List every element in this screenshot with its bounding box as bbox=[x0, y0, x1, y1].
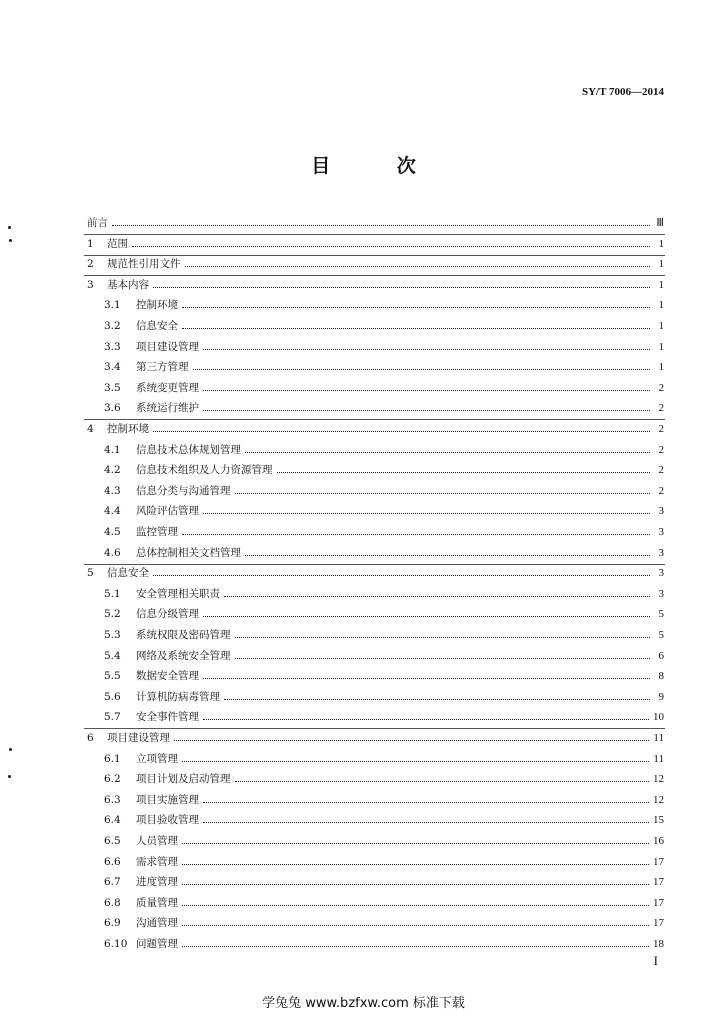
toc-dot-leader bbox=[235, 636, 651, 638]
toc-entry-title: 人员管理 bbox=[136, 835, 178, 847]
toc-entry-page: 1 bbox=[658, 340, 664, 353]
toc-entry-page: 8 bbox=[658, 670, 664, 683]
toc-entry-page: 2 bbox=[658, 484, 664, 497]
toc-dot-leader bbox=[153, 574, 650, 576]
toc-entry-number: 5.6 bbox=[104, 690, 121, 703]
toc-entry-number: 6.8 bbox=[104, 896, 121, 909]
toc-entry-number: 2 bbox=[87, 258, 94, 271]
toc-entry-page: 17 bbox=[653, 917, 664, 930]
toc-dot-leader bbox=[182, 945, 649, 947]
toc-entry-number: 5.2 bbox=[104, 608, 121, 621]
toc-entry bbox=[87, 276, 664, 294]
toc-entry bbox=[104, 647, 664, 665]
toc-entry-page: 3 bbox=[658, 587, 664, 600]
toc-entry-title: 立项管理 bbox=[136, 752, 178, 765]
toc-dot-leader bbox=[185, 265, 651, 267]
toc-entry-number: 6.9 bbox=[104, 917, 121, 930]
toc-entry-page: 2 bbox=[658, 423, 664, 435]
toc-entry bbox=[104, 544, 664, 562]
toc-entry-number: 1 bbox=[87, 237, 94, 250]
toc-entry-number: 6.10 bbox=[104, 938, 128, 950]
toc-dot-leader bbox=[245, 554, 650, 556]
toc-entry-number: 6 bbox=[87, 732, 94, 744]
toc-entry bbox=[104, 605, 664, 623]
toc-entry-title: 问题管理 bbox=[136, 938, 178, 950]
toc-entry-title: 控制环境 bbox=[136, 299, 178, 312]
toc-entry-page: 17 bbox=[653, 855, 664, 868]
toc-dot-leader bbox=[153, 430, 650, 432]
toc-entry bbox=[104, 708, 664, 726]
toc-entry-number: 5.3 bbox=[104, 629, 121, 641]
toc-entry-page: 17 bbox=[653, 876, 664, 889]
toc-entry-page: 6 bbox=[658, 649, 664, 662]
toc-entry-title: 监控管理 bbox=[136, 526, 178, 538]
toc-entry-page: 3 bbox=[658, 567, 664, 580]
toc-entry bbox=[104, 338, 664, 356]
toc-entry bbox=[104, 770, 664, 788]
toc-entry bbox=[104, 667, 664, 685]
toc-dot-leader bbox=[112, 224, 650, 226]
toc-dot-leader bbox=[224, 698, 650, 700]
footer-watermark-text: 学兔兔 www.bzfxw.com 标准下载 bbox=[262, 996, 465, 1011]
toc-dot-leader bbox=[235, 780, 650, 782]
toc-entry-page: 16 bbox=[653, 835, 664, 847]
toc-entry bbox=[104, 585, 664, 603]
toc-dot-leader bbox=[203, 718, 649, 720]
toc-entry-page: 12 bbox=[653, 793, 664, 806]
toc-entry-number: 3.2 bbox=[104, 320, 121, 332]
toc-entry-number: 4.6 bbox=[104, 546, 121, 559]
toc-entry-title: 系统变更管理 bbox=[136, 381, 199, 394]
toc-entry-number: 4.3 bbox=[104, 484, 121, 497]
toc-entry-number: 4.4 bbox=[104, 505, 121, 518]
toc-entry-title: 计算机防病毒管理 bbox=[136, 690, 220, 703]
toc-dot-leader bbox=[182, 327, 650, 329]
scan-speck-mark bbox=[8, 775, 11, 778]
page-title: 目 次 bbox=[311, 155, 446, 177]
toc-dot-leader bbox=[174, 739, 649, 741]
toc-dot-leader bbox=[182, 924, 649, 926]
toc-dot-leader bbox=[182, 883, 649, 885]
toc-entry bbox=[104, 482, 664, 500]
toc-entry bbox=[104, 523, 664, 541]
toc-entry-number: 6.4 bbox=[104, 814, 121, 827]
toc-entry-title: 安全管理相关职责 bbox=[136, 587, 220, 600]
toc-entry-title: 沟通管理 bbox=[136, 917, 178, 930]
toc-dot-leader bbox=[235, 492, 651, 494]
toc-entry-title: 范围 bbox=[107, 237, 128, 250]
toc-entry-page: 3 bbox=[658, 505, 664, 518]
toc-entry bbox=[104, 832, 664, 850]
toc-entry-number: 6.1 bbox=[104, 752, 121, 765]
toc-entry-number: 3.6 bbox=[104, 402, 121, 415]
toc-entry-title: 风险评估管理 bbox=[136, 505, 199, 518]
toc-entry bbox=[104, 296, 664, 314]
toc-dot-leader bbox=[182, 533, 650, 535]
toc-entry-title: 信息分类与沟通管理 bbox=[136, 484, 231, 497]
toc-entry-page: 12 bbox=[653, 773, 664, 786]
toc-entry bbox=[87, 420, 664, 438]
toc-entry-number: 4.2 bbox=[104, 464, 121, 477]
toc-dot-leader bbox=[203, 389, 650, 391]
toc-entry-title: 质量管理 bbox=[136, 896, 178, 909]
scan-speck-mark bbox=[9, 239, 12, 242]
toc-entry-page: 5 bbox=[658, 608, 664, 621]
toc-entry bbox=[87, 255, 664, 273]
toc-dot-leader bbox=[203, 615, 650, 617]
toc-entry bbox=[87, 729, 664, 747]
toc-entry-number: 6.7 bbox=[104, 876, 121, 889]
toc-entry-page: 2 bbox=[658, 402, 664, 415]
scan-speck-mark bbox=[8, 226, 11, 229]
toc-entry bbox=[104, 811, 664, 829]
toc-dot-leader bbox=[203, 801, 649, 803]
toc-entry-page: 1 bbox=[658, 299, 664, 312]
toc-entry-title: 系统运行维护 bbox=[136, 402, 199, 415]
toc-entry-title: 项目建设管理 bbox=[107, 732, 170, 744]
toc-dot-leader bbox=[203, 821, 649, 823]
toc-entry-number: 4.5 bbox=[104, 526, 121, 538]
toc-entry-page: 1 bbox=[658, 320, 664, 332]
toc-entry-number: 5.4 bbox=[104, 649, 121, 662]
toc-dot-leader bbox=[182, 863, 649, 865]
toc-entry bbox=[104, 688, 664, 706]
toc-entry-number: 6.6 bbox=[104, 855, 121, 868]
toc-entry bbox=[104, 853, 664, 871]
toc-entry-page: 1 bbox=[658, 361, 664, 374]
toc-entry-title: 项目验收管理 bbox=[136, 814, 199, 827]
toc-entry bbox=[104, 894, 664, 912]
toc-dot-leader bbox=[153, 286, 650, 288]
toc-entry bbox=[104, 502, 664, 520]
toc-entry-number: 5 bbox=[87, 567, 94, 580]
toc-entry-page: 15 bbox=[653, 814, 664, 827]
scan-speck-mark bbox=[9, 748, 12, 751]
toc-dot-leader bbox=[182, 306, 650, 308]
toc-entry-number: 3.1 bbox=[104, 299, 121, 312]
toc-entry-title: 规范性引用文件 bbox=[107, 258, 181, 271]
toc-entry bbox=[87, 235, 664, 253]
toc-entry bbox=[104, 317, 664, 335]
toc-entry-number: 3.4 bbox=[104, 361, 121, 374]
toc-dot-leader bbox=[203, 677, 650, 679]
toc-entry bbox=[104, 935, 664, 953]
toc-entry-page: 10 bbox=[653, 711, 664, 724]
toc-entry-page: 11 bbox=[653, 732, 664, 744]
toc-entry-page: 3 bbox=[658, 526, 664, 538]
toc-entry-number: 5.1 bbox=[104, 587, 121, 600]
toc-entry-title: 第三方管理 bbox=[136, 361, 189, 374]
toc-dot-leader bbox=[235, 657, 651, 659]
toc-entry-title: 项目计划及启动管理 bbox=[136, 773, 231, 786]
toc-entry bbox=[104, 461, 664, 479]
toc-entry-number: 6.3 bbox=[104, 793, 121, 806]
toc-entry bbox=[104, 626, 664, 644]
toc-entry bbox=[87, 564, 664, 582]
toc-dot-leader bbox=[193, 368, 651, 370]
toc-entry-title: 信息安全 bbox=[107, 567, 149, 580]
toc-entry-number: 3.5 bbox=[104, 381, 121, 394]
toc-entry-title: 信息技术组织及人力资源管理 bbox=[136, 464, 273, 477]
toc-entry-number: 6.2 bbox=[104, 773, 121, 786]
toc-entry-title: 基本内容 bbox=[107, 278, 149, 291]
toc-entry bbox=[104, 914, 664, 932]
toc-entry-page: 1 bbox=[658, 258, 664, 271]
toc-entry bbox=[104, 750, 664, 768]
toc-entry-number: 5.5 bbox=[104, 670, 121, 683]
toc-dot-leader bbox=[203, 348, 650, 350]
toc-entry-title: 网络及系统安全管理 bbox=[136, 649, 231, 662]
toc-entry-page: 18 bbox=[653, 938, 664, 950]
toc-dot-leader bbox=[245, 451, 650, 453]
toc-entry-page: 1 bbox=[658, 278, 664, 291]
toc-entry bbox=[104, 358, 664, 376]
page-number: I bbox=[653, 953, 658, 968]
toc-entry-page: 1 bbox=[658, 237, 664, 250]
toc-entry-title: 信息分级管理 bbox=[136, 608, 199, 621]
toc-entry bbox=[87, 214, 664, 232]
toc-dot-leader bbox=[182, 760, 649, 762]
toc-dot-leader bbox=[277, 471, 651, 473]
toc-entry-title: 总体控制相关文档管理 bbox=[136, 546, 241, 559]
toc-dot-leader bbox=[182, 904, 649, 906]
toc-entry bbox=[104, 873, 664, 891]
toc-entry-page: 2 bbox=[658, 381, 664, 394]
toc-entry-page: 5 bbox=[658, 629, 664, 641]
toc-entry-page: 2 bbox=[658, 464, 664, 477]
toc-entry-title: 数据安全管理 bbox=[136, 670, 199, 683]
toc-dot-leader bbox=[203, 512, 650, 514]
toc-entry-page: Ⅲ bbox=[656, 217, 664, 229]
toc-entry-number: 5.7 bbox=[104, 711, 121, 724]
toc-entry-title: 前言 bbox=[87, 217, 108, 229]
toc-entry-page: 17 bbox=[653, 896, 664, 909]
toc-entry-number: 4 bbox=[87, 423, 94, 435]
toc-entry-page: 2 bbox=[658, 443, 664, 456]
toc-entry-title: 信息技术总体规划管理 bbox=[136, 443, 241, 456]
toc-entry-title: 项目实施管理 bbox=[136, 793, 199, 806]
toc-entry-number: 3 bbox=[87, 278, 94, 291]
toc-dot-leader bbox=[132, 245, 650, 247]
toc-entry-number: 4.1 bbox=[104, 443, 121, 456]
toc-entry-title: 系统权限及密码管理 bbox=[136, 629, 231, 641]
standard-code: SY/T 7006—2014 bbox=[581, 86, 664, 98]
toc-entry-title: 控制环境 bbox=[107, 423, 149, 435]
toc-dot-leader bbox=[224, 595, 650, 597]
toc-entry-number: 6.5 bbox=[104, 835, 121, 847]
toc-entry-page: 3 bbox=[658, 546, 664, 559]
toc-entry-title: 需求管理 bbox=[136, 855, 178, 868]
toc-entry-title: 安全事件管理 bbox=[136, 711, 199, 724]
toc-entry-title: 进度管理 bbox=[136, 876, 178, 889]
toc-entry bbox=[104, 399, 664, 417]
toc-entry bbox=[104, 791, 664, 809]
toc-entry-title: 信息安全 bbox=[136, 320, 178, 332]
toc-entry bbox=[104, 379, 664, 397]
toc-dot-leader bbox=[182, 842, 649, 844]
toc-entry-page: 11 bbox=[653, 752, 664, 765]
toc-dot-leader bbox=[203, 409, 650, 411]
toc-entry-title: 项目建设管理 bbox=[136, 340, 199, 353]
toc-entry-page: 9 bbox=[658, 690, 664, 703]
toc-entry-number: 3.3 bbox=[104, 340, 121, 353]
toc-entry bbox=[104, 441, 664, 459]
